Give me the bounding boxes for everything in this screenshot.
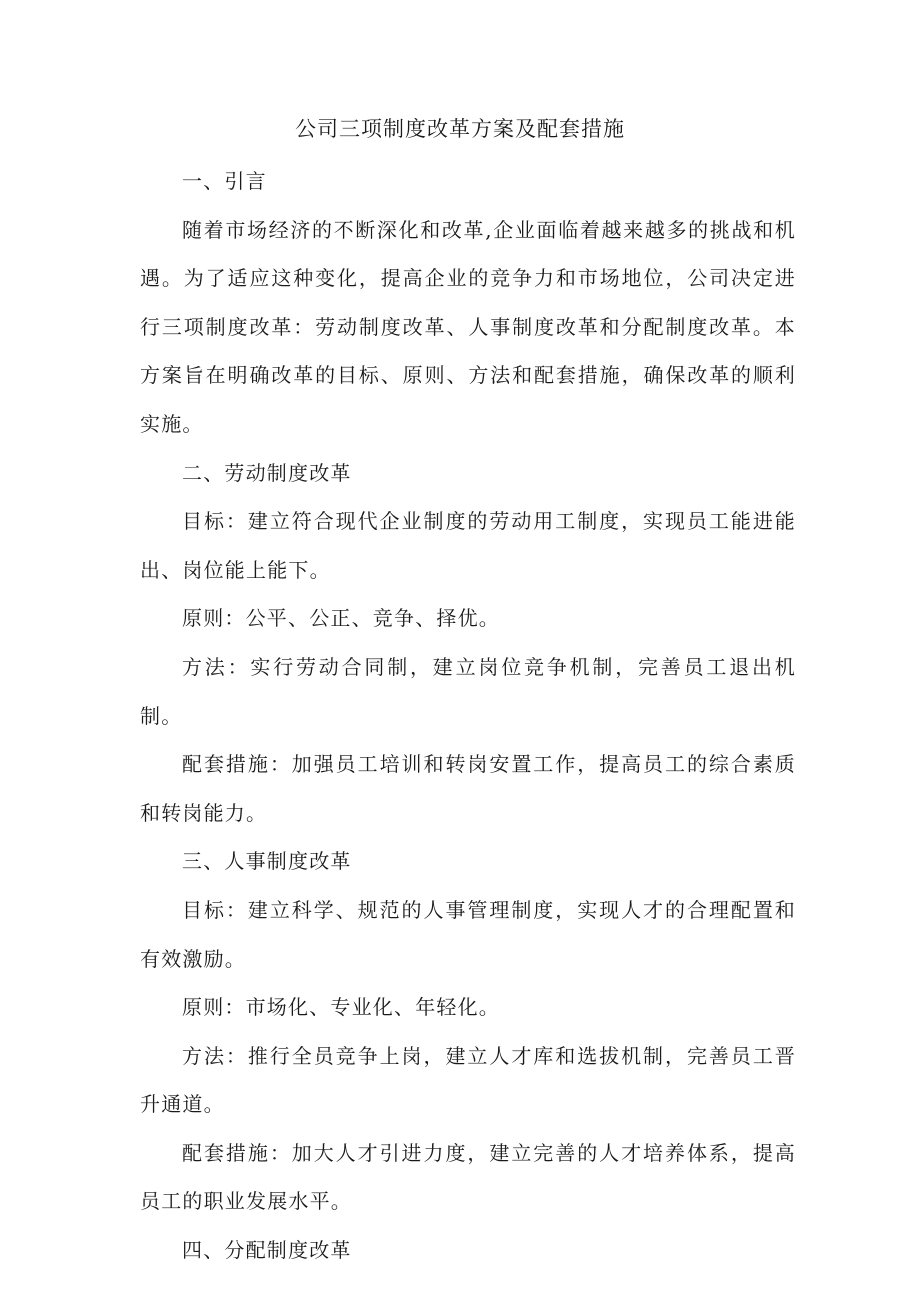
paragraph-personnel-goal: 目标：建立科学、规范的人事管理制度，实现人才的合理配置和有效激励。	[140, 897, 796, 971]
paragraph-personnel-principle: 原则：市场化、专业化、年轻化。	[182, 995, 500, 1020]
paragraph-labor-method: 方法：实行劳动合同制，建立岗位竞争机制，完善员工退出机制。	[140, 654, 796, 728]
paragraph-labor-measures: 配套措施：加强员工培训和转岗安置工作，提高员工的综合素质和转岗能力。	[140, 752, 796, 825]
paragraph-personnel-measures: 配套措施：加大人才引进力度，建立完善的人才培养体系，提高员工的职业发展水平。	[140, 1140, 796, 1214]
section-heading-labor: 二、劳动制度改革	[182, 460, 352, 485]
paragraph-intro: 随着市场经济的不断深化和改革,企业面临着越来越多的挑战和机遇。为了适应这种变化，提高企业的竞争力和市场地位，公司决定进行三项制度改革：劳动制度改革、人事制度改革和分配制度改革。本方案旨在明确改革的目标、原则、方法和配套措施，确保改革的顺利实施。	[140, 217, 796, 436]
section-heading-personnel: 三、人事制度改革	[182, 849, 352, 874]
document-body	[140, 157, 796, 1275]
paragraph-labor-goal: 目标：建立符合现代企业制度的劳动用工制度，实现员工能进能出、岗位能上能下。	[140, 509, 796, 582]
paragraph-personnel-method: 方法：推行全员竞争上岗，建立人才库和选拔机制，完善员工晋升通道。	[140, 1043, 796, 1117]
section-heading-distribution: 四、分配制度改革	[182, 1238, 352, 1263]
paragraph-labor-principle: 原则：公平、公正、竞争、择优。	[182, 606, 500, 631]
document-title: 公司三项制度改革方案及配套措施	[295, 117, 625, 141]
section-heading-intro: 一、引言	[182, 169, 267, 193]
